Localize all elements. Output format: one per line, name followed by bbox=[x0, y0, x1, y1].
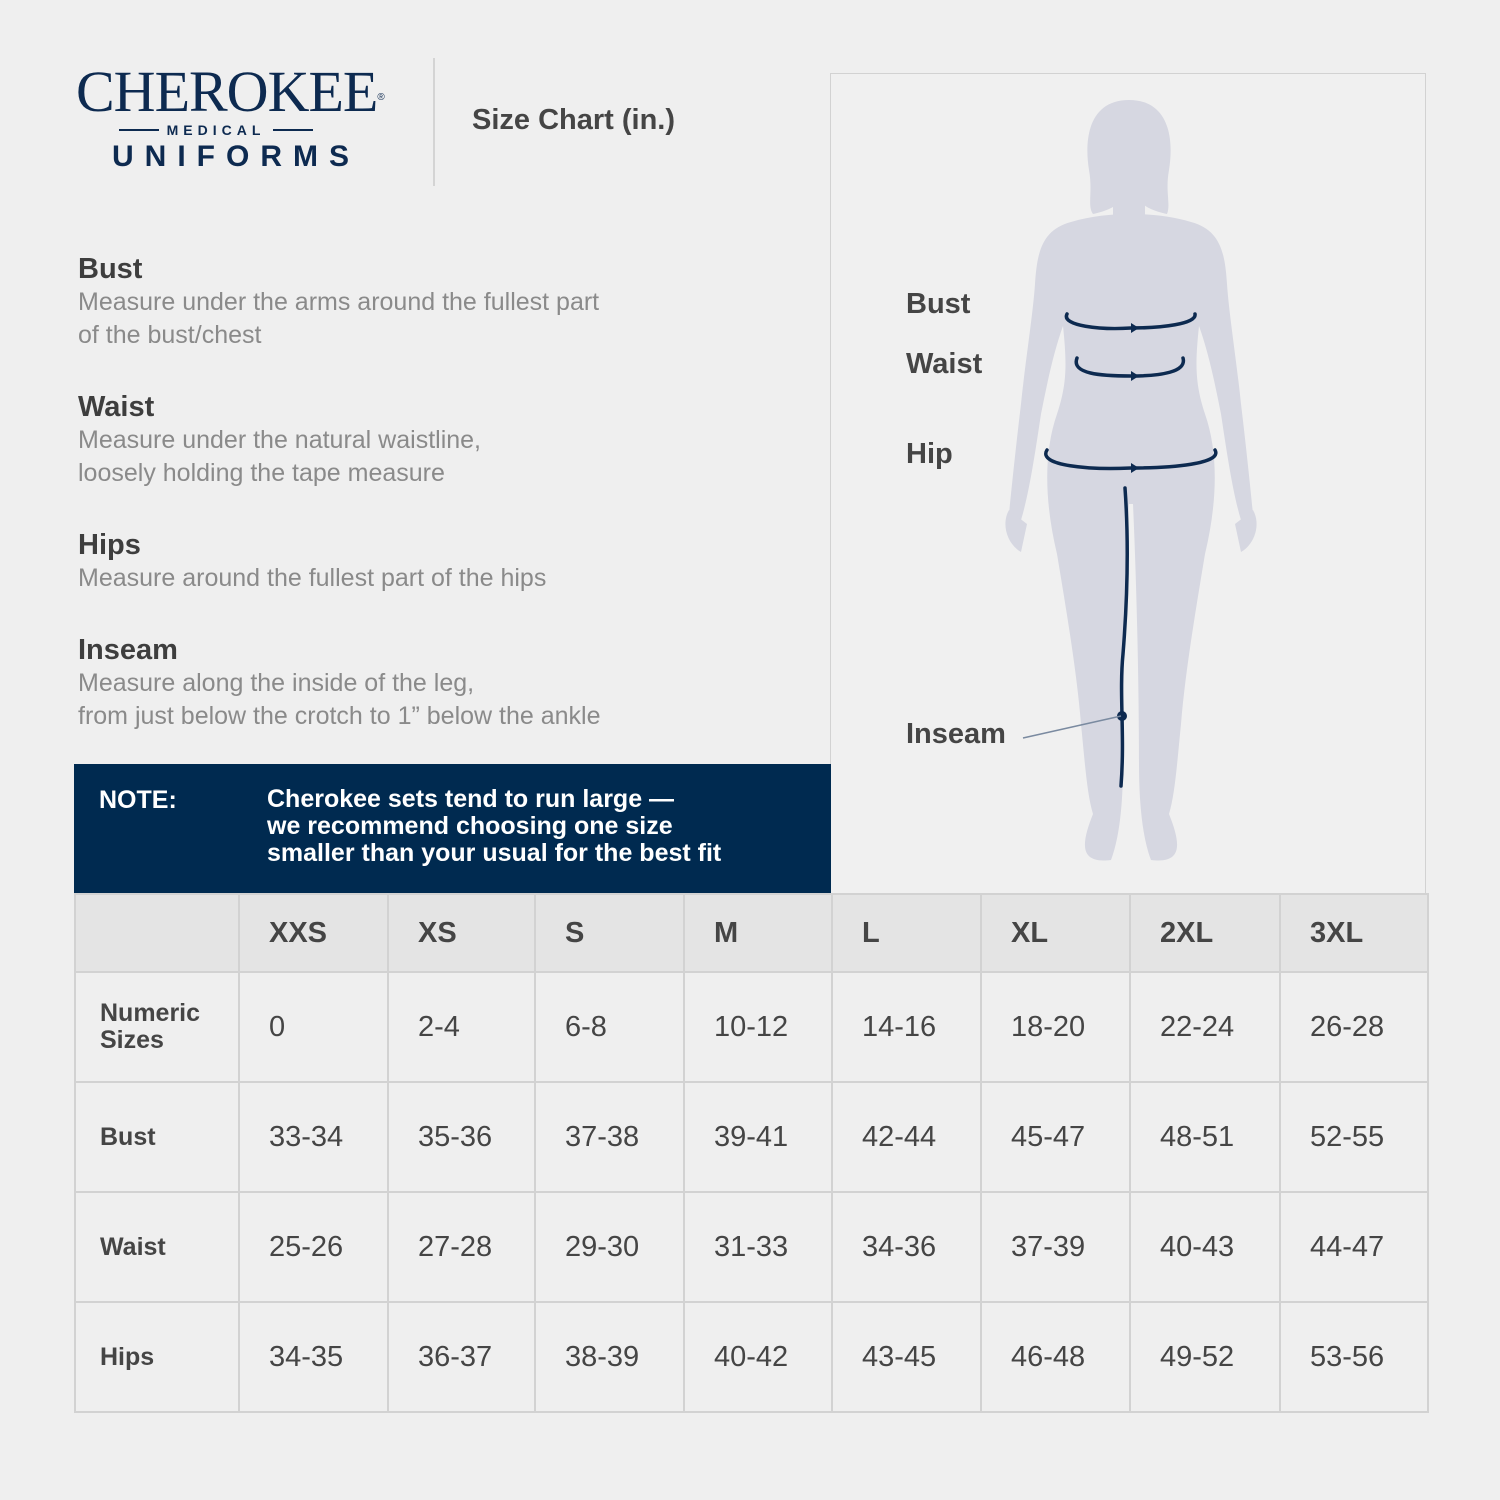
table-cell: 38-39 bbox=[535, 1302, 684, 1412]
table-cell: 49-52 bbox=[1130, 1302, 1280, 1412]
table-row bbox=[75, 1302, 1428, 1412]
logo-wordmark: CHEROKEE® bbox=[76, 59, 384, 124]
table-cell: 45-47 bbox=[981, 1082, 1130, 1192]
brand-logo bbox=[76, 59, 396, 174]
measure-description: Measure under the natural waistline, loosely holding the tape measure bbox=[78, 426, 482, 487]
table-cell: 14-16 bbox=[832, 972, 981, 1082]
table-cell: 46-48 bbox=[981, 1302, 1130, 1412]
header-blank bbox=[75, 894, 239, 972]
size-header: S bbox=[535, 894, 684, 972]
figure-label-waist: Waist bbox=[906, 348, 983, 380]
size-header: XL bbox=[981, 894, 1130, 972]
table-cell: 25-26 bbox=[239, 1192, 388, 1302]
measure-bust bbox=[78, 252, 599, 352]
table-cell: 53-56 bbox=[1280, 1302, 1428, 1412]
row-header: Hips bbox=[75, 1302, 239, 1412]
table-cell: 6-8 bbox=[535, 972, 684, 1082]
note-label: NOTE: bbox=[99, 786, 177, 814]
table-cell: 35-36 bbox=[388, 1082, 535, 1192]
table-row bbox=[75, 1082, 1428, 1192]
measure-title: Hips bbox=[78, 529, 141, 561]
logo-uniforms: UNIFORMS bbox=[112, 140, 360, 173]
table-cell: 34-36 bbox=[832, 1192, 981, 1302]
table-cell: 40-43 bbox=[1130, 1192, 1280, 1302]
table-cell: 22-24 bbox=[1130, 972, 1280, 1082]
size-header: M bbox=[684, 894, 832, 972]
table-cell: 39-41 bbox=[684, 1082, 832, 1192]
table-cell: 10-12 bbox=[684, 972, 832, 1082]
table-cell: 29-30 bbox=[535, 1192, 684, 1302]
note-text: Cherokee sets tend to run large — we recommend choosing one size smaller than your usual for the best fit bbox=[267, 785, 722, 867]
table-cell: 36-37 bbox=[388, 1302, 535, 1412]
table-row bbox=[75, 1192, 1428, 1302]
table-cell: 0 bbox=[239, 972, 388, 1082]
table-cell: 37-38 bbox=[535, 1082, 684, 1192]
row-header: Numeric Sizes bbox=[75, 972, 239, 1082]
row-header: Bust bbox=[75, 1082, 239, 1192]
note-banner bbox=[74, 764, 831, 894]
table-cell: 42-44 bbox=[832, 1082, 981, 1192]
registered-mark: ® bbox=[377, 92, 384, 103]
table-row bbox=[75, 972, 1428, 1082]
table-cell: 40-42 bbox=[684, 1302, 832, 1412]
page-title: Size Chart (in.) bbox=[472, 104, 676, 136]
logo-middle-line bbox=[86, 122, 346, 138]
figure-label-hip: Hip bbox=[906, 438, 953, 470]
body-figure-panel bbox=[830, 73, 1426, 894]
size-header: XS bbox=[388, 894, 535, 972]
size-table bbox=[74, 893, 1429, 1413]
measure-waist bbox=[78, 390, 481, 490]
measure-description: Measure under the arms around the fullest part of the bust/chest bbox=[78, 288, 600, 349]
measure-description: Measure around the fullest part of the hips bbox=[78, 564, 547, 592]
table-cell: 2-4 bbox=[388, 972, 535, 1082]
table-cell: 37-39 bbox=[981, 1192, 1130, 1302]
measure-description: Measure along the inside of the leg, from just below the crotch to 1” below the ankle bbox=[78, 669, 601, 730]
figure-label-bust: Bust bbox=[906, 288, 971, 320]
logo-medical: MEDICAL bbox=[166, 122, 266, 138]
figure-label-inseam: Inseam bbox=[906, 718, 1006, 750]
size-header: L bbox=[832, 894, 981, 972]
table-cell: 27-28 bbox=[388, 1192, 535, 1302]
table-cell: 33-34 bbox=[239, 1082, 388, 1192]
size-header: XXS bbox=[239, 894, 388, 972]
table-cell: 26-28 bbox=[1280, 972, 1428, 1082]
table-cell: 44-47 bbox=[1280, 1192, 1428, 1302]
table-header-row bbox=[75, 894, 1428, 972]
size-header: 2XL bbox=[1130, 894, 1280, 972]
header-divider bbox=[433, 58, 435, 186]
size-header: 3XL bbox=[1280, 894, 1428, 972]
table-cell: 34-35 bbox=[239, 1302, 388, 1412]
table-cell: 48-51 bbox=[1130, 1082, 1280, 1192]
body-silhouette-illustration bbox=[831, 74, 1425, 894]
measure-title: Bust bbox=[78, 253, 143, 285]
measure-title: Inseam bbox=[78, 634, 178, 666]
table-cell: 52-55 bbox=[1280, 1082, 1428, 1192]
table-cell: 43-45 bbox=[832, 1302, 981, 1412]
measure-inseam bbox=[78, 633, 601, 733]
measure-hips bbox=[78, 528, 546, 595]
table-cell: 18-20 bbox=[981, 972, 1130, 1082]
table-cell: 31-33 bbox=[684, 1192, 832, 1302]
row-header: Waist bbox=[75, 1192, 239, 1302]
measure-title: Waist bbox=[78, 391, 155, 423]
